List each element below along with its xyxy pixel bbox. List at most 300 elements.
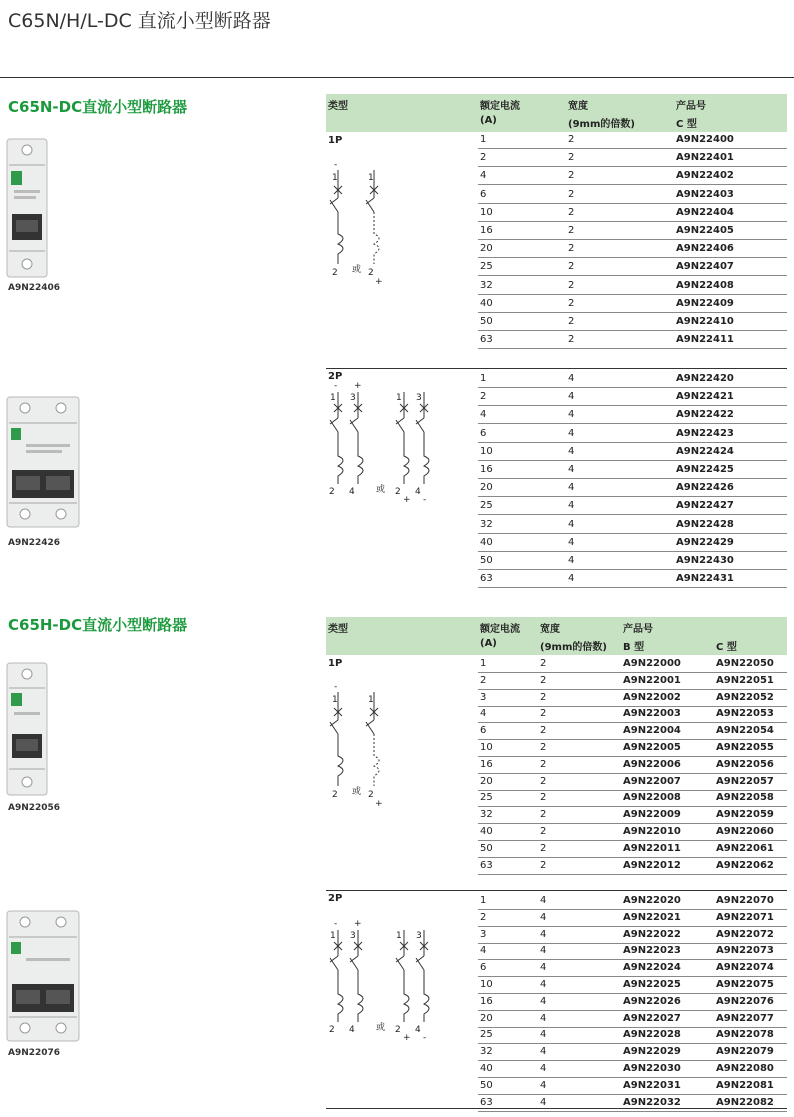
cell-current: 40 (480, 826, 493, 837)
table-row (478, 277, 787, 295)
cell-product-b: A9N22022 (623, 928, 681, 940)
cell-width: 2 (568, 170, 575, 182)
cell-product-b: A9N22009 (623, 809, 681, 821)
header-current-unit: (A) (480, 638, 497, 649)
table-row (478, 1060, 787, 1078)
cell-current: 50 (480, 1079, 493, 1091)
cell-product-code: A9N22400 (676, 134, 734, 145)
cell-product-b: A9N22000 (623, 658, 681, 669)
table-row (478, 756, 787, 774)
table-row (478, 857, 787, 875)
cell-width: 2 (568, 188, 575, 200)
breaker-2p-caption: A9N22426 (8, 538, 61, 548)
cell-current: 3 (480, 928, 487, 940)
terminal-4b-label: 4 (415, 487, 421, 497)
table-row (478, 331, 787, 349)
cell-width: 4 (568, 518, 575, 530)
cell-width: 2 (540, 826, 547, 837)
cell-product-b: A9N22031 (623, 1079, 681, 1091)
cell-width: 4 (568, 536, 575, 548)
cell-current: 4 (480, 170, 487, 182)
cell-product-b: A9N22004 (623, 725, 681, 737)
table-row (478, 739, 787, 757)
plus-label: + (375, 277, 383, 287)
cell-current: 2 (480, 911, 487, 923)
cell-product-b: A9N22030 (623, 1063, 681, 1074)
cell-width: 4 (540, 895, 547, 906)
table-row (478, 1026, 787, 1044)
cell-product-c: A9N22076 (716, 995, 774, 1007)
cell-current: 2 (480, 391, 487, 403)
cell-product-code: A9N22425 (676, 464, 734, 475)
cell-product-b: A9N22002 (623, 691, 681, 703)
top-rule (0, 77, 794, 78)
breaker-2p-picture (6, 396, 80, 528)
cell-width: 4 (568, 445, 575, 457)
minus-b-label: - (423, 1033, 427, 1043)
cell-width: 4 (568, 573, 575, 585)
table-row (478, 370, 787, 388)
cell-product-c: A9N22071 (716, 911, 774, 923)
table-row (478, 892, 787, 910)
cell-current: 40 (480, 297, 493, 309)
cell-current: 3 (480, 691, 487, 703)
terminal-2b-label: 2 (368, 268, 374, 278)
header-product-c: C 型 (716, 642, 737, 653)
cell-width: 2 (540, 674, 547, 686)
row-divider (478, 874, 787, 875)
table-row (478, 149, 787, 167)
cell-current: 40 (480, 1063, 493, 1074)
cell-width: 2 (568, 261, 575, 273)
table-row (478, 534, 787, 552)
cell-product-c: A9N22056 (716, 758, 774, 770)
cell-width: 4 (540, 1063, 547, 1074)
cell-width: 2 (540, 725, 547, 737)
or-label: 或 (376, 1023, 386, 1033)
cell-product-code: A9N22421 (676, 391, 734, 403)
terminal-2b-label: 2 (395, 1025, 401, 1035)
cell-product-b: A9N22023 (623, 945, 681, 957)
cell-width: 4 (540, 1012, 547, 1024)
table-row (478, 222, 787, 240)
cell-current: 32 (480, 518, 493, 530)
cell-current: 6 (480, 962, 487, 974)
terminal-2-label: 2 (332, 268, 338, 278)
cell-product-c: A9N22061 (716, 842, 774, 854)
cell-current: 20 (480, 1012, 493, 1024)
cell-current: 16 (480, 758, 493, 770)
cell-product-c: A9N22070 (716, 895, 774, 906)
cell-width: 2 (568, 225, 575, 236)
cell-product-c: A9N22075 (716, 979, 774, 990)
cell-product-b: A9N22025 (623, 979, 681, 990)
table-row (478, 976, 787, 994)
table-bottom-rule (326, 1108, 787, 1109)
table-row (478, 258, 787, 276)
cell-current: 32 (480, 279, 493, 291)
table-row (478, 1010, 787, 1028)
header-current: 额定电流 (480, 624, 520, 635)
cell-width: 2 (540, 758, 547, 770)
cell-current: 50 (480, 555, 493, 566)
cell-current: 2 (480, 674, 487, 686)
cell-width: 2 (540, 792, 547, 804)
cell-product-code: A9N22405 (676, 225, 734, 236)
breaker-1p-image (6, 662, 48, 800)
terminal-1b-label: 1 (396, 931, 402, 941)
cell-product-c: A9N22057 (716, 775, 774, 787)
breaker-1p-picture (6, 662, 48, 796)
cell-width: 4 (568, 373, 575, 384)
cell-product-c: A9N22080 (716, 1063, 774, 1074)
terminal-3b-label: 3 (416, 931, 422, 941)
cell-product-code: A9N22422 (676, 409, 734, 421)
cell-product-c: A9N22060 (716, 826, 774, 837)
table-row (478, 959, 787, 977)
cell-width: 2 (540, 691, 547, 703)
minus-label: - (334, 381, 338, 391)
cell-width: 4 (540, 1079, 547, 1091)
cell-current: 6 (480, 188, 487, 200)
cell-current: 6 (480, 427, 487, 439)
cell-product-b: A9N22007 (623, 775, 681, 787)
cell-product-b: A9N22026 (623, 995, 681, 1007)
header-product: 产品号 (676, 101, 706, 112)
cell-product-b: A9N22032 (623, 1096, 681, 1108)
cell-current: 6 (480, 725, 487, 737)
cell-current: 32 (480, 809, 493, 821)
header-product-type: C 型 (676, 119, 697, 130)
cell-width: 2 (568, 334, 575, 346)
table-row (478, 388, 787, 406)
cell-width: 4 (540, 995, 547, 1007)
cell-current: 1 (480, 895, 487, 906)
terminal-1-label: 1 (332, 695, 338, 705)
plus-label: + (354, 381, 362, 391)
cell-product-code: A9N22407 (676, 261, 734, 273)
terminal-1-label: 1 (332, 173, 338, 183)
terminal-2b-label: 2 (368, 790, 374, 800)
cell-product-c: A9N22073 (716, 945, 774, 957)
wiring-diagram-2p (324, 381, 444, 505)
breaker-1p-image (6, 138, 48, 282)
table-row (478, 497, 787, 515)
terminal-3-label: 3 (350, 931, 356, 941)
wiring-diagram-2p (324, 919, 444, 1043)
cell-product-b: A9N22006 (623, 758, 681, 770)
group-rule (326, 890, 787, 891)
cell-current: 10 (480, 742, 493, 753)
cell-current: 63 (480, 1096, 493, 1108)
cell-product-code: A9N22428 (676, 518, 734, 530)
cell-current: 20 (480, 243, 493, 255)
cell-width: 2 (568, 279, 575, 291)
table-row (478, 443, 787, 461)
table-row (478, 479, 787, 497)
table-row (478, 926, 787, 944)
c65n-section-title: C65N-DC直流小型断路器 (8, 98, 188, 116)
terminal-3-label: 3 (350, 393, 356, 403)
cell-product-code: A9N22406 (676, 243, 734, 255)
cell-current: 16 (480, 995, 493, 1007)
cell-product-b: A9N22008 (623, 792, 681, 804)
cell-current: 10 (480, 445, 493, 457)
table-row (478, 461, 787, 479)
header-current: 额定电流 (480, 101, 520, 112)
table-row (478, 295, 787, 313)
cell-product-code: A9N22426 (676, 482, 734, 494)
cell-width: 2 (540, 842, 547, 854)
cell-product-code: A9N22423 (676, 427, 734, 439)
cell-product-code: A9N22430 (676, 555, 734, 566)
table-row (478, 131, 787, 149)
page-title: C65N/H/L-DC 直流小型断路器 (8, 10, 271, 32)
cell-width: 4 (540, 945, 547, 957)
cell-current: 50 (480, 316, 493, 327)
terminal-2-label: 2 (329, 487, 335, 497)
table-row (478, 689, 787, 707)
plus-b-label: + (403, 495, 411, 505)
cell-product-code: A9N22402 (676, 170, 734, 182)
terminal-4-label: 4 (349, 487, 355, 497)
cell-product-c: A9N22055 (716, 742, 774, 753)
cell-current: 20 (480, 482, 493, 494)
table-row (478, 406, 787, 424)
c65h-section-title: C65H-DC直流小型断路器 (8, 616, 188, 634)
cell-current: 16 (480, 225, 493, 236)
or-label: 或 (352, 787, 362, 797)
cell-current: 4 (480, 409, 487, 421)
cell-product-b: A9N22001 (623, 674, 681, 686)
cell-width: 2 (568, 297, 575, 309)
header-current-unit: (A) (480, 115, 497, 126)
table-row (478, 167, 787, 185)
cell-width: 2 (568, 243, 575, 255)
terminal-2-label: 2 (332, 790, 338, 800)
table-row (478, 313, 787, 331)
cell-current: 25 (480, 792, 493, 804)
breaker-2p-caption: A9N22076 (8, 1048, 61, 1058)
cell-product-b: A9N22012 (623, 859, 681, 871)
cell-current: 25 (480, 1029, 493, 1041)
cell-product-b: A9N22020 (623, 895, 681, 906)
or-label: 或 (376, 485, 386, 495)
cell-width: 4 (540, 1046, 547, 1058)
pole-label-1p: 1P (328, 658, 343, 669)
cell-product-code: A9N22427 (676, 500, 734, 512)
cell-product-c: A9N22058 (716, 792, 774, 804)
row-divider (478, 1111, 787, 1112)
table-row (478, 942, 787, 960)
table-row (478, 186, 787, 204)
cell-current: 10 (480, 206, 493, 218)
header-width: 宽度 (568, 101, 588, 112)
cell-product-code: A9N22410 (676, 316, 734, 327)
cell-current: 2 (480, 152, 487, 164)
cell-width: 2 (540, 658, 547, 669)
cell-product-code: A9N22403 (676, 188, 734, 200)
cell-current: 32 (480, 1046, 493, 1058)
cell-product-c: A9N22082 (716, 1096, 774, 1108)
cell-current: 40 (480, 536, 493, 548)
cell-width: 2 (540, 809, 547, 821)
cell-current: 50 (480, 842, 493, 854)
table-row (478, 789, 787, 807)
breaker-2p-image (6, 910, 80, 1046)
cell-width: 4 (540, 979, 547, 990)
pole-label-2p: 2P (328, 893, 343, 904)
cell-product-c: A9N22081 (716, 1079, 774, 1091)
cell-product-c: A9N22072 (716, 928, 774, 940)
table-row (478, 993, 787, 1011)
header-width-unit: (9mm的倍数) (568, 119, 635, 130)
cell-current: 63 (480, 334, 493, 346)
plus-label: + (375, 799, 383, 809)
table-row (478, 823, 787, 841)
terminal-4b-label: 4 (415, 1025, 421, 1035)
header-width-unit: (9mm的倍数) (540, 642, 607, 653)
table-row (478, 1077, 787, 1095)
row-divider (478, 587, 787, 588)
table-row (478, 240, 787, 258)
table-row (478, 655, 787, 673)
cell-product-b: A9N22005 (623, 742, 681, 753)
cell-product-code: A9N22404 (676, 206, 734, 218)
breaker-2p-picture (6, 910, 80, 1042)
cell-product-c: A9N22054 (716, 725, 774, 737)
cell-product-code: A9N22420 (676, 373, 734, 384)
cell-product-b: A9N22011 (623, 842, 681, 854)
pole-label-1p: 1P (328, 135, 343, 146)
terminal-1b-label: 1 (396, 393, 402, 403)
cell-product-code: A9N22408 (676, 279, 734, 291)
cell-current: 16 (480, 464, 493, 475)
cell-product-code: A9N22429 (676, 536, 734, 548)
table-row (478, 773, 787, 791)
cell-current: 4 (480, 708, 487, 720)
cell-width: 2 (568, 316, 575, 327)
or-label: 或 (352, 265, 362, 275)
cell-width: 2 (568, 152, 575, 164)
cell-product-b: A9N22003 (623, 708, 681, 720)
group-rule (326, 368, 787, 369)
cell-width: 4 (568, 391, 575, 403)
cell-width: 4 (540, 928, 547, 940)
cell-product-c: A9N22074 (716, 962, 774, 974)
header-width: 宽度 (540, 624, 560, 635)
breaker-1p-caption: A9N22406 (8, 283, 61, 293)
row-divider (478, 348, 787, 349)
cell-product-b: A9N22028 (623, 1029, 681, 1041)
cell-product-c: A9N22059 (716, 809, 774, 821)
cell-width: 4 (540, 1029, 547, 1041)
cell-product-b: A9N22010 (623, 826, 681, 837)
cell-width: 2 (540, 708, 547, 720)
minus-label: - (334, 919, 338, 929)
table-row (478, 806, 787, 824)
header-product-b: B 型 (623, 642, 645, 653)
cell-width: 4 (540, 1096, 547, 1108)
cell-width: 4 (540, 962, 547, 974)
table-row (478, 204, 787, 222)
cell-product-c: A9N22050 (716, 658, 774, 669)
c65h-table-header (326, 617, 787, 655)
table-row (478, 570, 787, 588)
cell-product-c: A9N22062 (716, 859, 774, 871)
cell-product-c: A9N22077 (716, 1012, 774, 1024)
wiring-diagram-1p (324, 682, 394, 812)
table-row (478, 840, 787, 858)
cell-current: 1 (480, 373, 487, 384)
cell-width: 2 (568, 206, 575, 218)
breaker-1p-picture (6, 138, 48, 278)
cell-current: 1 (480, 134, 487, 145)
terminal-1b-label: 1 (368, 695, 374, 705)
cell-product-b: A9N22021 (623, 911, 681, 923)
terminal-2b-label: 2 (395, 487, 401, 497)
header-type: 类型 (328, 624, 348, 635)
cell-current: 4 (480, 945, 487, 957)
cell-width: 4 (568, 427, 575, 439)
cell-product-c: A9N22053 (716, 708, 774, 720)
table-row (478, 425, 787, 443)
cell-width: 2 (568, 134, 575, 145)
cell-width: 2 (540, 859, 547, 871)
cell-current: 63 (480, 573, 493, 585)
cell-current: 1 (480, 658, 487, 669)
table-row (478, 722, 787, 740)
cell-product-c: A9N22078 (716, 1029, 774, 1041)
terminal-3b-label: 3 (416, 393, 422, 403)
cell-product-b: A9N22024 (623, 962, 681, 974)
table-row (478, 1043, 787, 1061)
cell-product-code: A9N22424 (676, 445, 734, 457)
pole-label-2p: 2P (328, 371, 343, 382)
cell-width: 2 (540, 775, 547, 787)
minus-label: - (334, 160, 338, 170)
cell-current: 63 (480, 859, 493, 871)
cell-width: 4 (540, 911, 547, 923)
cell-width: 4 (568, 409, 575, 421)
cell-current: 10 (480, 979, 493, 990)
terminal-1-label: 1 (330, 393, 336, 403)
cell-width: 4 (568, 464, 575, 475)
cell-product-c: A9N22079 (716, 1046, 774, 1058)
table-row (478, 552, 787, 570)
plus-b-label: + (403, 1033, 411, 1043)
plus-label: + (354, 919, 362, 929)
table-row (478, 516, 787, 534)
terminal-2-label: 2 (329, 1025, 335, 1035)
cell-current: 25 (480, 261, 493, 273)
wiring-diagram-1p (324, 160, 394, 290)
cell-product-code: A9N22431 (676, 573, 734, 585)
minus-label: - (334, 682, 338, 692)
table-row (478, 672, 787, 690)
cell-product-c: A9N22052 (716, 691, 774, 703)
terminal-1-label: 1 (330, 931, 336, 941)
header-product: 产品号 (623, 624, 653, 635)
breaker-1p-caption: A9N22056 (8, 803, 61, 813)
header-type: 类型 (328, 101, 348, 112)
cell-product-b: A9N22029 (623, 1046, 681, 1058)
cell-current: 25 (480, 500, 493, 512)
cell-product-code: A9N22411 (676, 334, 734, 346)
breaker-2p-image (6, 396, 80, 532)
minus-b-label: - (423, 495, 427, 505)
cell-width: 4 (568, 555, 575, 566)
